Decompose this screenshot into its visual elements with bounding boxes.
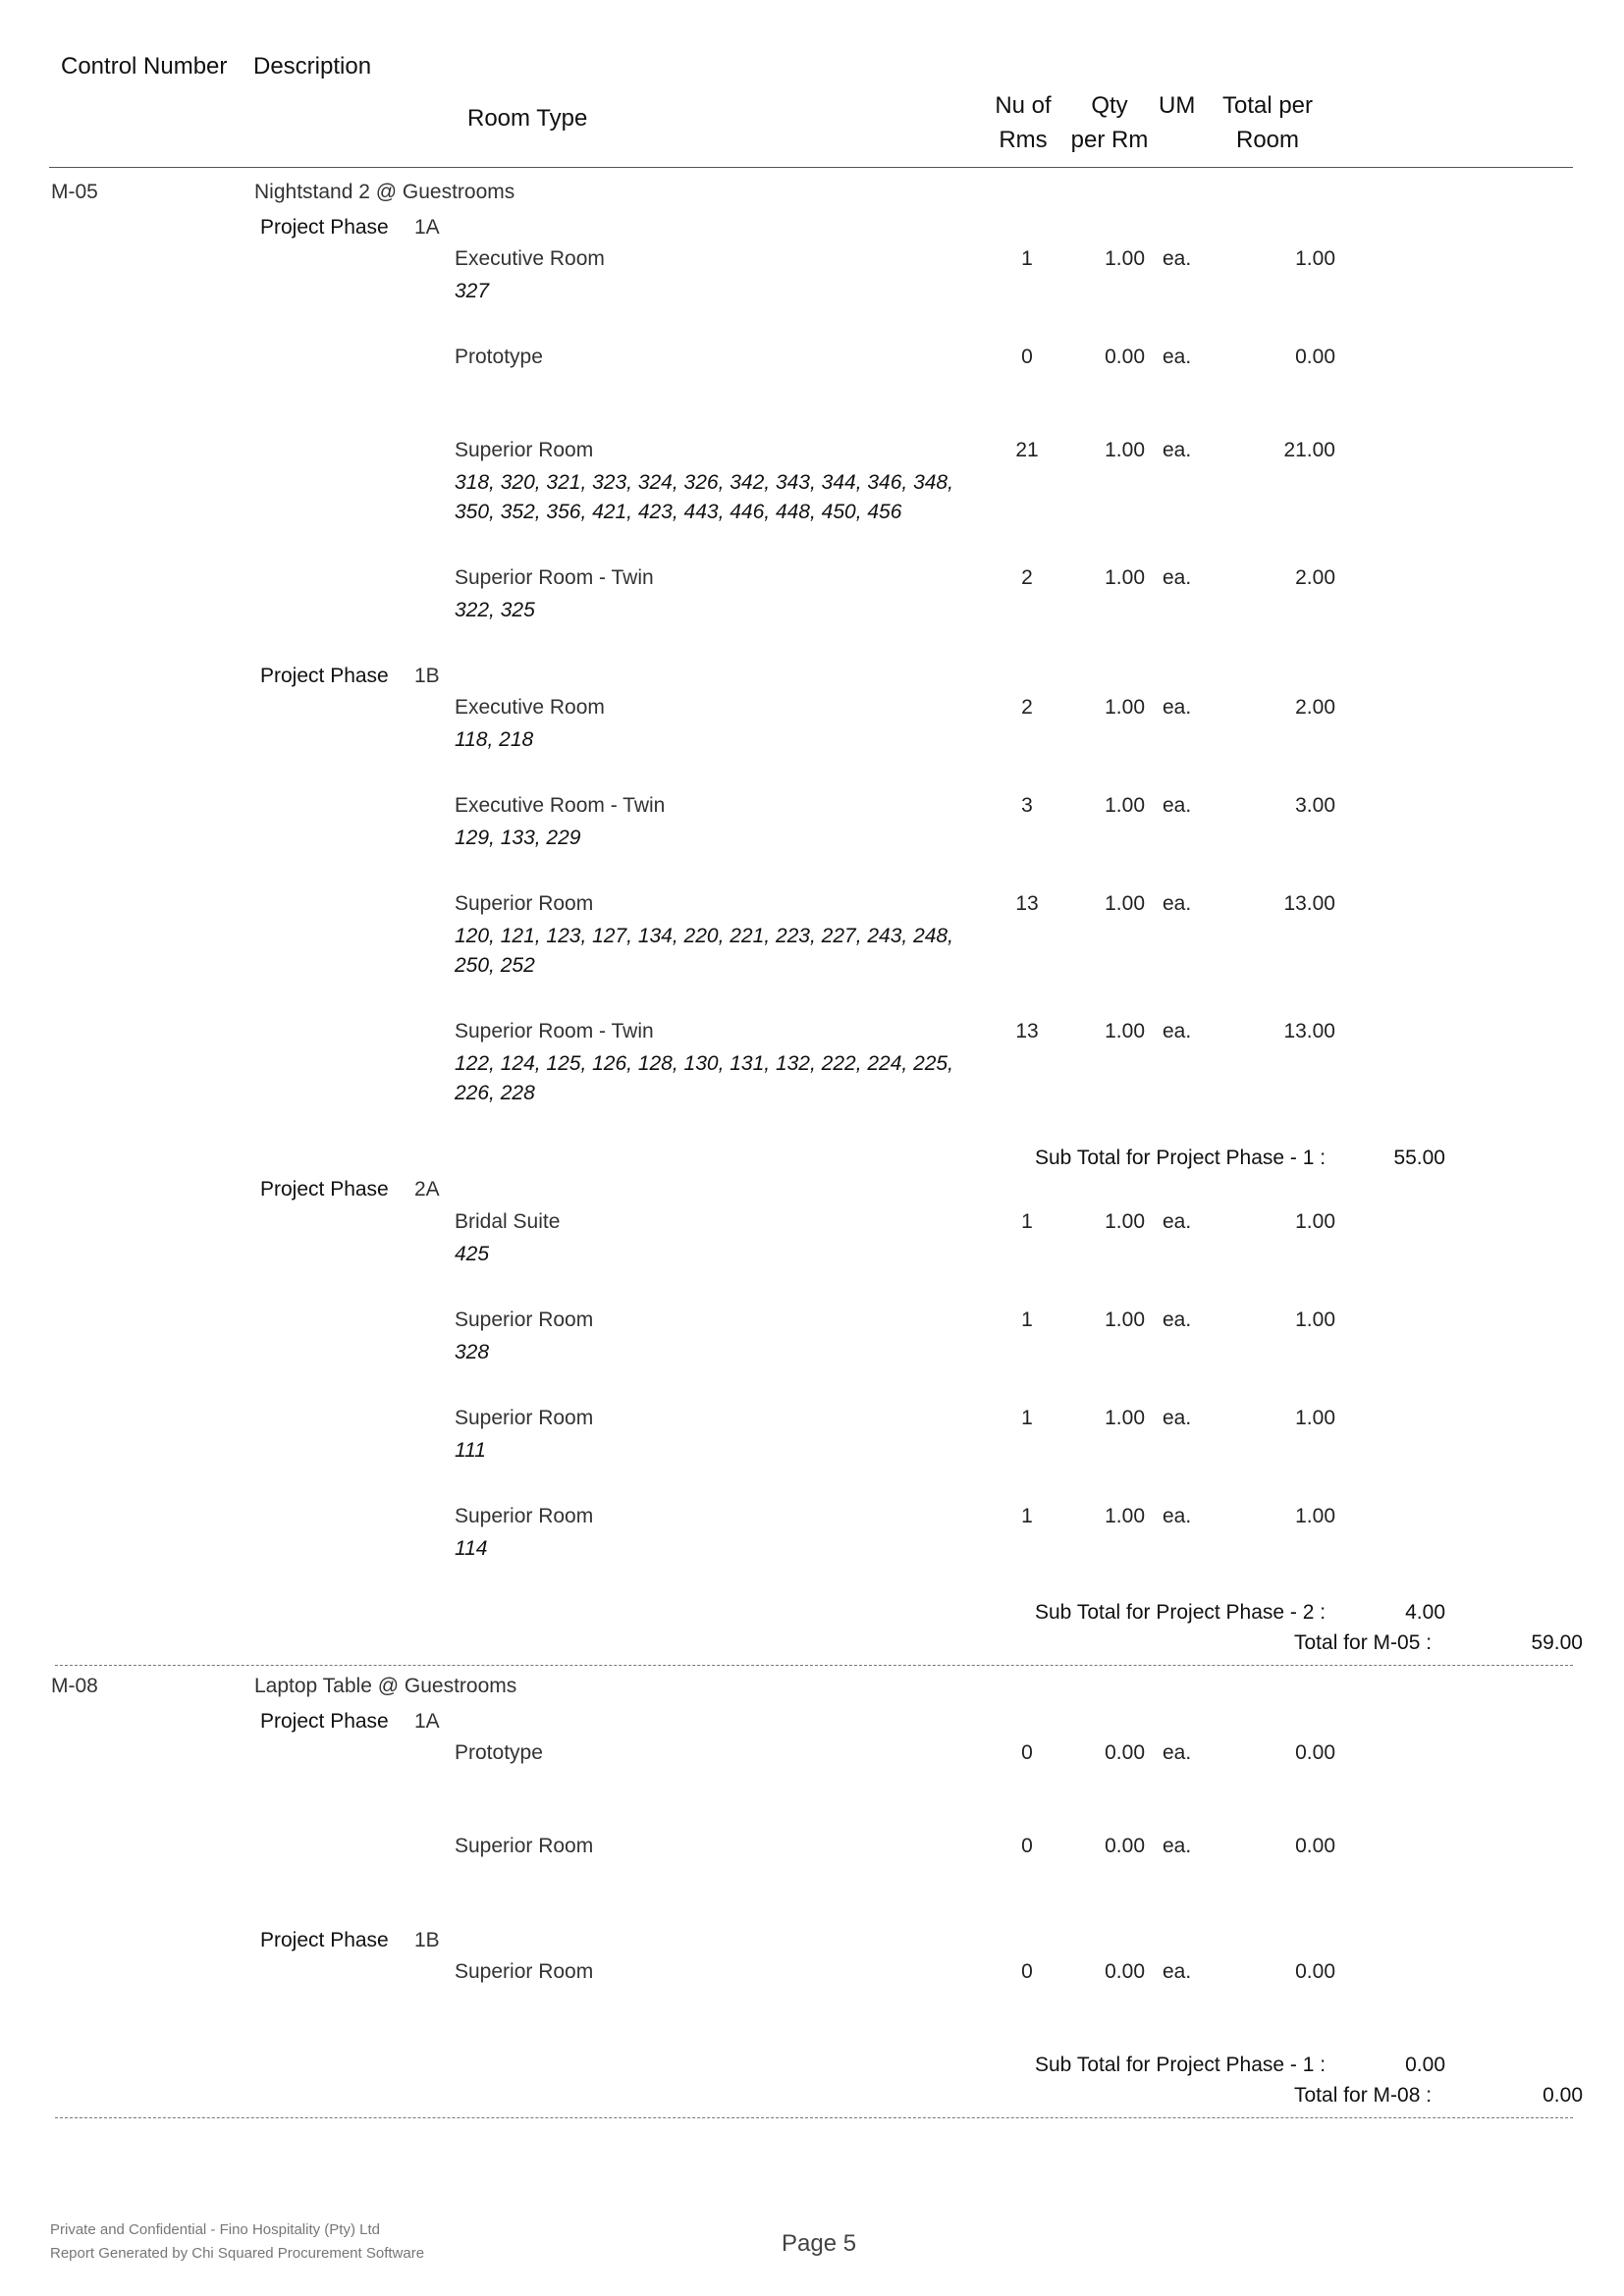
nu-of-rms: 0 [1021,346,1033,368]
nu-of-rms: 1 [1021,247,1033,270]
um: ea. [1163,1835,1192,1857]
qty-per-rm: 1.00 [1105,696,1145,719]
nu-of-rms: 0 [1021,1835,1033,1857]
room-type: Superior Room [455,1308,594,1331]
phase-code: 1B [414,1929,440,1951]
room-type: Executive Room [455,696,605,719]
total-per-room: 13.00 [1283,892,1335,915]
header-control-number: Control Number [61,53,228,80]
nu-of-rms: 21 [1015,439,1039,461]
nu-of-rms: 13 [1015,1020,1039,1042]
total-per-room: 1.00 [1295,247,1335,270]
qty-per-rm: 1.00 [1105,892,1145,915]
qty-per-rm: 1.00 [1105,1020,1145,1042]
phase-code: 1A [414,216,440,239]
room-type: Superior Room [455,1505,594,1527]
total-per-room: 0.00 [1295,346,1335,368]
item-description: Nightstand 2 @ Guestrooms [254,181,515,203]
room-numbers: 318, 320, 321, 323, 324, 326, 342, 343, 344, 346, 348, 350, 352, 356, 421, 423, 443, 446, 448, 450, 456 [455,471,953,523]
header-total-per-room-line1: Total per [1221,92,1314,119]
um: ea. [1163,892,1192,915]
item-total-label: Total for M-05 : [1294,1631,1433,1654]
qty-per-rm: 1.00 [1105,247,1145,270]
nu-of-rms: 13 [1015,892,1039,915]
um: ea. [1163,346,1192,368]
item-total-value: 59.00 [1531,1631,1583,1654]
subtotal-label: Sub Total for Project Phase - 2 : [1035,1601,1326,1624]
qty-per-rm: 1.00 [1105,1407,1145,1429]
qty-per-rm: 1.00 [1105,566,1145,589]
nu-of-rms: 1 [1021,1505,1033,1527]
room-type: Prototype [455,346,543,368]
phase-code: 1B [414,665,440,687]
room-type: Executive Room [455,247,605,270]
um: ea. [1163,1210,1192,1233]
qty-per-rm: 0.00 [1105,1835,1145,1857]
item-description: Laptop Table @ Guestrooms [254,1675,517,1697]
um: ea. [1163,1505,1192,1527]
total-per-room: 0.00 [1295,1960,1335,1983]
header-qty-per-rm-line1: Qty [1091,92,1128,119]
header-divider [49,167,1573,168]
footer-generated-by: Report Generated by Chi Squared Procurement Software [50,2245,425,2262]
qty-per-rm: 0.00 [1105,1960,1145,1983]
total-per-room: 1.00 [1295,1407,1335,1429]
room-type: Superior Room [455,439,594,461]
header-description: Description [253,53,372,80]
subtotal-label: Sub Total for Project Phase - 1 : [1035,2054,1326,2076]
nu-of-rms: 1 [1021,1407,1033,1429]
total-per-room: 1.00 [1295,1505,1335,1527]
subtotal-value: 0.00 [1405,2054,1445,2076]
room-type: Superior Room [455,1960,594,1983]
total-per-room: 1.00 [1295,1308,1335,1331]
room-numbers: 114 [455,1537,488,1560]
um: ea. [1163,439,1192,461]
room-numbers: 327 [455,280,490,302]
item-divider [55,2117,1573,2118]
phase-label: Project Phase [260,665,389,687]
control-number: M-08 [51,1675,98,1697]
um: ea. [1163,794,1192,817]
total-per-room: 21.00 [1283,439,1335,461]
total-per-room: 0.00 [1295,1835,1335,1857]
subtotal-value: 55.00 [1393,1147,1445,1169]
qty-per-rm: 1.00 [1105,794,1145,817]
room-numbers: 111 [455,1439,486,1462]
qty-per-rm: 0.00 [1105,1741,1145,1764]
room-type: Superior Room [455,1407,594,1429]
room-type: Superior Room - Twin [455,1020,654,1042]
phase-label: Project Phase [260,1178,389,1201]
room-numbers: 122, 124, 125, 126, 128, 130, 131, 132, 222, 224, 225, 226, 228 [455,1052,953,1104]
total-per-room: 0.00 [1295,1741,1335,1764]
room-numbers: 322, 325 [455,599,535,621]
subtotal-value: 4.00 [1405,1601,1445,1624]
room-numbers: 129, 133, 229 [455,827,581,849]
header-um: UM [1159,92,1196,119]
room-type: Executive Room - Twin [455,794,666,817]
nu-of-rms: 0 [1021,1741,1033,1764]
room-numbers: 328 [455,1341,490,1363]
nu-of-rms: 1 [1021,1210,1033,1233]
um: ea. [1163,1960,1192,1983]
total-per-room: 13.00 [1283,1020,1335,1042]
qty-per-rm: 1.00 [1105,439,1145,461]
qty-per-rm: 1.00 [1105,1505,1145,1527]
room-numbers: 120, 121, 123, 127, 134, 220, 221, 223, 227, 243, 248, 250, 252 [455,925,953,977]
total-per-room: 3.00 [1295,794,1335,817]
um: ea. [1163,1741,1192,1764]
um: ea. [1163,696,1192,719]
qty-per-rm: 1.00 [1105,1308,1145,1331]
nu-of-rms: 2 [1021,696,1033,719]
header-qty-per-rm-line2: per Rm [1070,127,1149,153]
room-type: Bridal Suite [455,1210,561,1233]
room-type: Prototype [455,1741,543,1764]
phase-label: Project Phase [260,216,389,239]
item-total-value: 0.00 [1543,2084,1583,2107]
total-per-room: 2.00 [1295,696,1335,719]
header-nu-of-rms-line2: Rms [999,127,1048,153]
subtotal-label: Sub Total for Project Phase - 1 : [1035,1147,1326,1169]
um: ea. [1163,1308,1192,1331]
header-total-per-room-line2: Room [1235,127,1300,153]
room-type: Superior Room - Twin [455,566,654,589]
nu-of-rms: 0 [1021,1960,1033,1983]
phase-code: 1A [414,1710,440,1733]
header-nu-of-rms-line1: Nu of [995,92,1052,119]
header-room-type: Room Type [467,105,588,132]
nu-of-rms: 2 [1021,566,1033,589]
nu-of-rms: 1 [1021,1308,1033,1331]
total-per-room: 2.00 [1295,566,1335,589]
nu-of-rms: 3 [1021,794,1033,817]
um: ea. [1163,1407,1192,1429]
phase-label: Project Phase [260,1710,389,1733]
room-type: Superior Room [455,892,594,915]
room-numbers: 425 [455,1243,490,1265]
item-divider [55,1665,1573,1666]
phase-label: Project Phase [260,1929,389,1951]
um: ea. [1163,566,1192,589]
item-total-label: Total for M-08 : [1294,2084,1433,2107]
um: ea. [1163,247,1192,270]
footer-confidential: Private and Confidential - Fino Hospitality (Pty) Ltd [50,2221,380,2238]
um: ea. [1163,1020,1192,1042]
room-numbers: 118, 218 [455,728,534,751]
total-per-room: 1.00 [1295,1210,1335,1233]
control-number: M-05 [51,181,98,203]
room-type: Superior Room [455,1835,594,1857]
page-number: Page 5 [782,2230,857,2257]
qty-per-rm: 1.00 [1105,1210,1145,1233]
phase-code: 2A [414,1178,440,1201]
qty-per-rm: 0.00 [1105,346,1145,368]
